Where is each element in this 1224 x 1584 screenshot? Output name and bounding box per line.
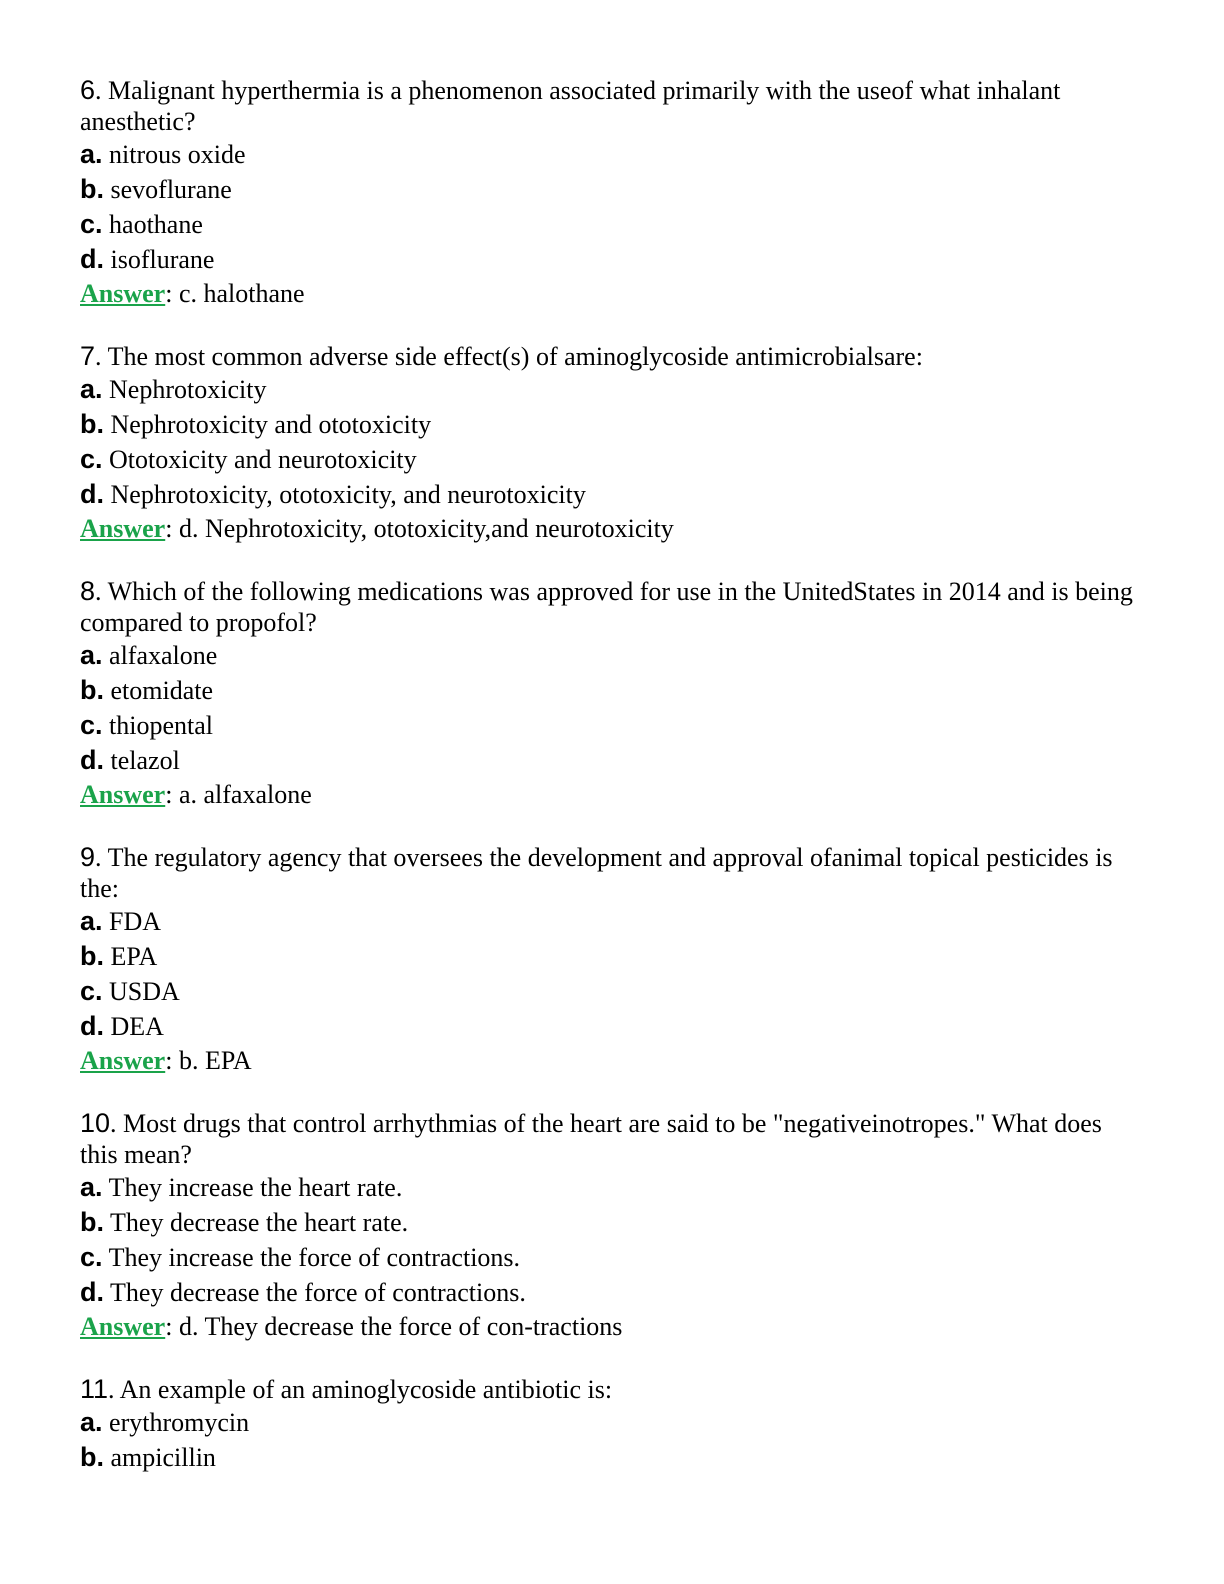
option-b: b. EPA bbox=[80, 941, 158, 971]
option-a: a. nitrous oxide bbox=[80, 139, 246, 169]
option-b: b. Nephrotoxicity and ototoxicity bbox=[80, 409, 432, 439]
question-7 bbox=[80, 341, 1140, 544]
option-a: a. Nephrotoxicity bbox=[80, 374, 267, 404]
question-number: 10 bbox=[80, 1108, 111, 1138]
option-a: a. FDA bbox=[80, 906, 162, 936]
option-a: a. They increase the heart rate. bbox=[80, 1172, 403, 1202]
answer-label: Answer bbox=[80, 514, 166, 543]
option-d: d. Nephrotoxicity, ototoxicity, and neurotoxicity bbox=[80, 479, 586, 509]
question-prompt: Most drugs that control arrhythmias of the heart are said to be "negativeinotropes." What does this mean? bbox=[80, 1109, 1102, 1169]
question-text: 11. An example of an aminoglycoside antibiotic is: bbox=[80, 1374, 613, 1404]
answer-label: Answer bbox=[80, 279, 166, 308]
answer-label: Answer bbox=[80, 1312, 166, 1341]
answer-line bbox=[80, 1311, 1140, 1342]
question-number: 8 bbox=[80, 576, 96, 606]
question-text: 10. Most drugs that control arrhythmias of the heart are said to be "negativeinotropes." What does this mean? bbox=[80, 1108, 1102, 1169]
option-b: b. They decrease the heart rate. bbox=[80, 1207, 409, 1237]
option-d: d. DEA bbox=[80, 1011, 164, 1041]
question-prompt: Which of the following medications was approved for use in the UnitedStates in 2014 and is being compared to propofol? bbox=[80, 577, 1133, 637]
option-c: c. Ototoxicity and neurotoxicity bbox=[80, 444, 417, 474]
answer-text: : b. EPA bbox=[165, 1046, 252, 1075]
document-page bbox=[80, 75, 1140, 1507]
answer-line bbox=[80, 1045, 1140, 1076]
answer-line bbox=[80, 513, 1140, 544]
question-6 bbox=[80, 75, 1140, 309]
option-c: c. haothane bbox=[80, 209, 203, 239]
answer-line bbox=[80, 779, 1140, 810]
option-b: b. sevoflurane bbox=[80, 174, 232, 204]
question-text: 9. The regulatory agency that oversees the development and approval ofanimal topical pesticides is the: bbox=[80, 842, 1113, 903]
question-prompt: An example of an aminoglycoside antibiotic is: bbox=[119, 1375, 613, 1404]
question-prompt: The regulatory agency that oversees the development and approval ofanimal topical pesticides is the: bbox=[80, 843, 1113, 903]
option-d: d. isoflurane bbox=[80, 244, 215, 274]
question-10 bbox=[80, 1108, 1140, 1342]
option-b: b. ampicillin bbox=[80, 1442, 216, 1472]
question-text: 7. The most common adverse side effect(s) of aminoglycoside antimicrobialsare: bbox=[80, 341, 923, 371]
option-c: c. thiopental bbox=[80, 710, 214, 740]
answer-label: Answer bbox=[80, 780, 166, 809]
option-d: d. telazol bbox=[80, 745, 180, 775]
option-a: a. alfaxalone bbox=[80, 640, 218, 670]
question-prompt: The most common adverse side effect(s) of aminoglycoside antimicrobialsare: bbox=[107, 342, 923, 371]
option-a: a. erythromycin bbox=[80, 1407, 250, 1437]
question-8 bbox=[80, 576, 1140, 810]
answer-text: : d. Nephrotoxicity, ototoxicity,and neurotoxicity bbox=[165, 514, 674, 543]
question-text: 6. Malignant hyperthermia is a phenomenon associated primarily with the useof what inhalant anesthetic? bbox=[80, 75, 1061, 136]
question-11 bbox=[80, 1374, 1140, 1475]
question-number: 7 bbox=[80, 341, 96, 371]
option-b: b. etomidate bbox=[80, 675, 214, 705]
option-c: c. USDA bbox=[80, 976, 180, 1006]
question-number: 6 bbox=[80, 75, 96, 105]
option-d: d. They decrease the force of contractions. bbox=[80, 1277, 526, 1307]
answer-text: : a. alfaxalone bbox=[165, 780, 312, 809]
answer-label: Answer bbox=[80, 1046, 166, 1075]
question-number: 9 bbox=[80, 842, 96, 872]
question-number: 11 bbox=[80, 1374, 109, 1404]
question-text: 8. Which of the following medications was approved for use in the UnitedStates in 2014 and is being compared to propofol? bbox=[80, 576, 1133, 637]
answer-text: : c. halothane bbox=[165, 279, 305, 308]
answer-line bbox=[80, 278, 1140, 309]
question-prompt: Malignant hyperthermia is a phenomenon associated primarily with the useof what inhalant anesthetic? bbox=[80, 76, 1061, 136]
question-9 bbox=[80, 842, 1140, 1076]
answer-text: : d. They decrease the force of con-tractions bbox=[165, 1312, 623, 1341]
option-c: c. They increase the force of contractions. bbox=[80, 1242, 521, 1272]
